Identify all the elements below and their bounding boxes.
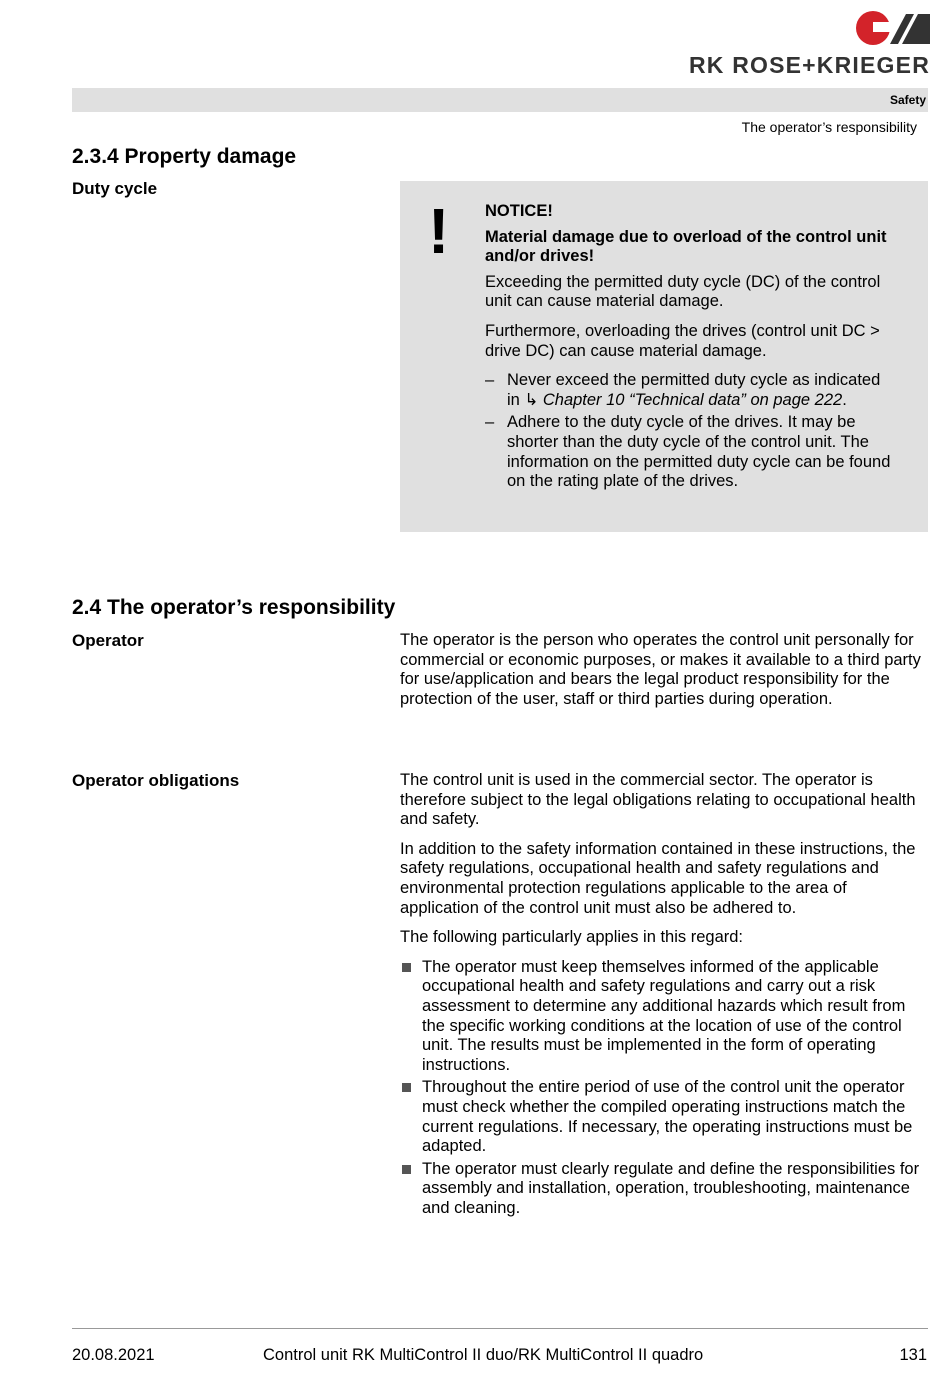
obligations-content [400,771,928,1221]
notice-title: NOTICE! [485,202,553,220]
footer-date: 20.08.2021 [72,1346,155,1364]
list-item: Throughout the entire period of use of the control unit the operator must check whether the compiled operating instructions match the current regulations. If necessary, the operating instructions must be adapted. [400,1078,928,1156]
notice-paragraph: Exceeding the permitted duty cycle (DC) of the control unit can cause material damage. [485,272,881,311]
notice-warning: Material damage due to overload of the control unit and/or drives! [485,227,887,266]
operator-text: The operator is the person who operates the control unit personally for commercial or economic purposes, or makes it available to a third party for use/application and bears the legal product responsibility for the protection of the user, staff or third parties during operation. [400,631,921,708]
footer-title: Control unit RK MultiControl II duo/RK MultiControl II quadro [263,1346,704,1364]
notice-box [400,181,928,532]
notice-paragraph: Furthermore, overloading the drives (control unit DC > drive DC) can cause material damage. [485,321,880,360]
section-label: Safety [889,93,926,107]
footer-rule [72,1328,928,1329]
logo-text: RK ROSE+KRIEGER [688,52,930,78]
exclamation-icon: ! [428,195,450,267]
obligations-list [400,958,928,1219]
list-item: – Adhere to the duty cycle of the drives. It may be shorter than the duty cycle of the control unit. The information on the permitted duty cycle can be found on the rating plate of the drives. [485,413,895,491]
list-item: The operator must keep themselves informed of the applicable occupational health and safety regulations and carry out a risk assessment to determine any additional hazards which result from the specific working conditions at the location of use of the control unit. The results must be implemented in the form of operating instructions. [400,958,928,1076]
chapter-link[interactable]: ↳ Chapter 10 “Technical data” on page 222 [524,390,843,409]
notice-list [485,371,895,492]
heading-operator-responsibility: 2.4 The operator’s responsibility [72,596,396,619]
running-head: The operator’s responsibility [741,119,917,135]
company-logo [686,8,930,76]
list-item-text: Never exceed the permitted duty cycle as indicated in [507,371,881,409]
header-band [72,88,928,112]
side-label-operator-obligations: Operator obligations [72,771,240,790]
heading-property-damage: 2.3.4 Property damage [72,145,297,168]
obligations-paragraph: The following particularly applies in this regard: [400,928,744,947]
list-item: The operator must clearly regulate and define the responsibilities for assembly and installation, operation, troubleshooting, maintenance and cleaning. [400,1160,928,1219]
obligations-paragraph: The control unit is used in the commercial sector. The operator is therefore subject to the legal obligations relating to occupational health and safety. [400,771,916,829]
side-label-duty-cycle: Duty cycle [72,179,158,198]
notice-body [485,202,895,495]
list-item-end: . [842,390,847,409]
obligations-paragraph: In addition to the safety information contained in these instructions, the safety regulations, occupational health and safety regulations and environmental protection regulations applicable to the area of application of the control unit must also be adhered to. [400,839,916,917]
list-item [485,371,895,410]
side-label-operator: Operator [72,631,144,650]
page-number: 131 [899,1346,927,1364]
logo-mark-icon [686,8,930,48]
